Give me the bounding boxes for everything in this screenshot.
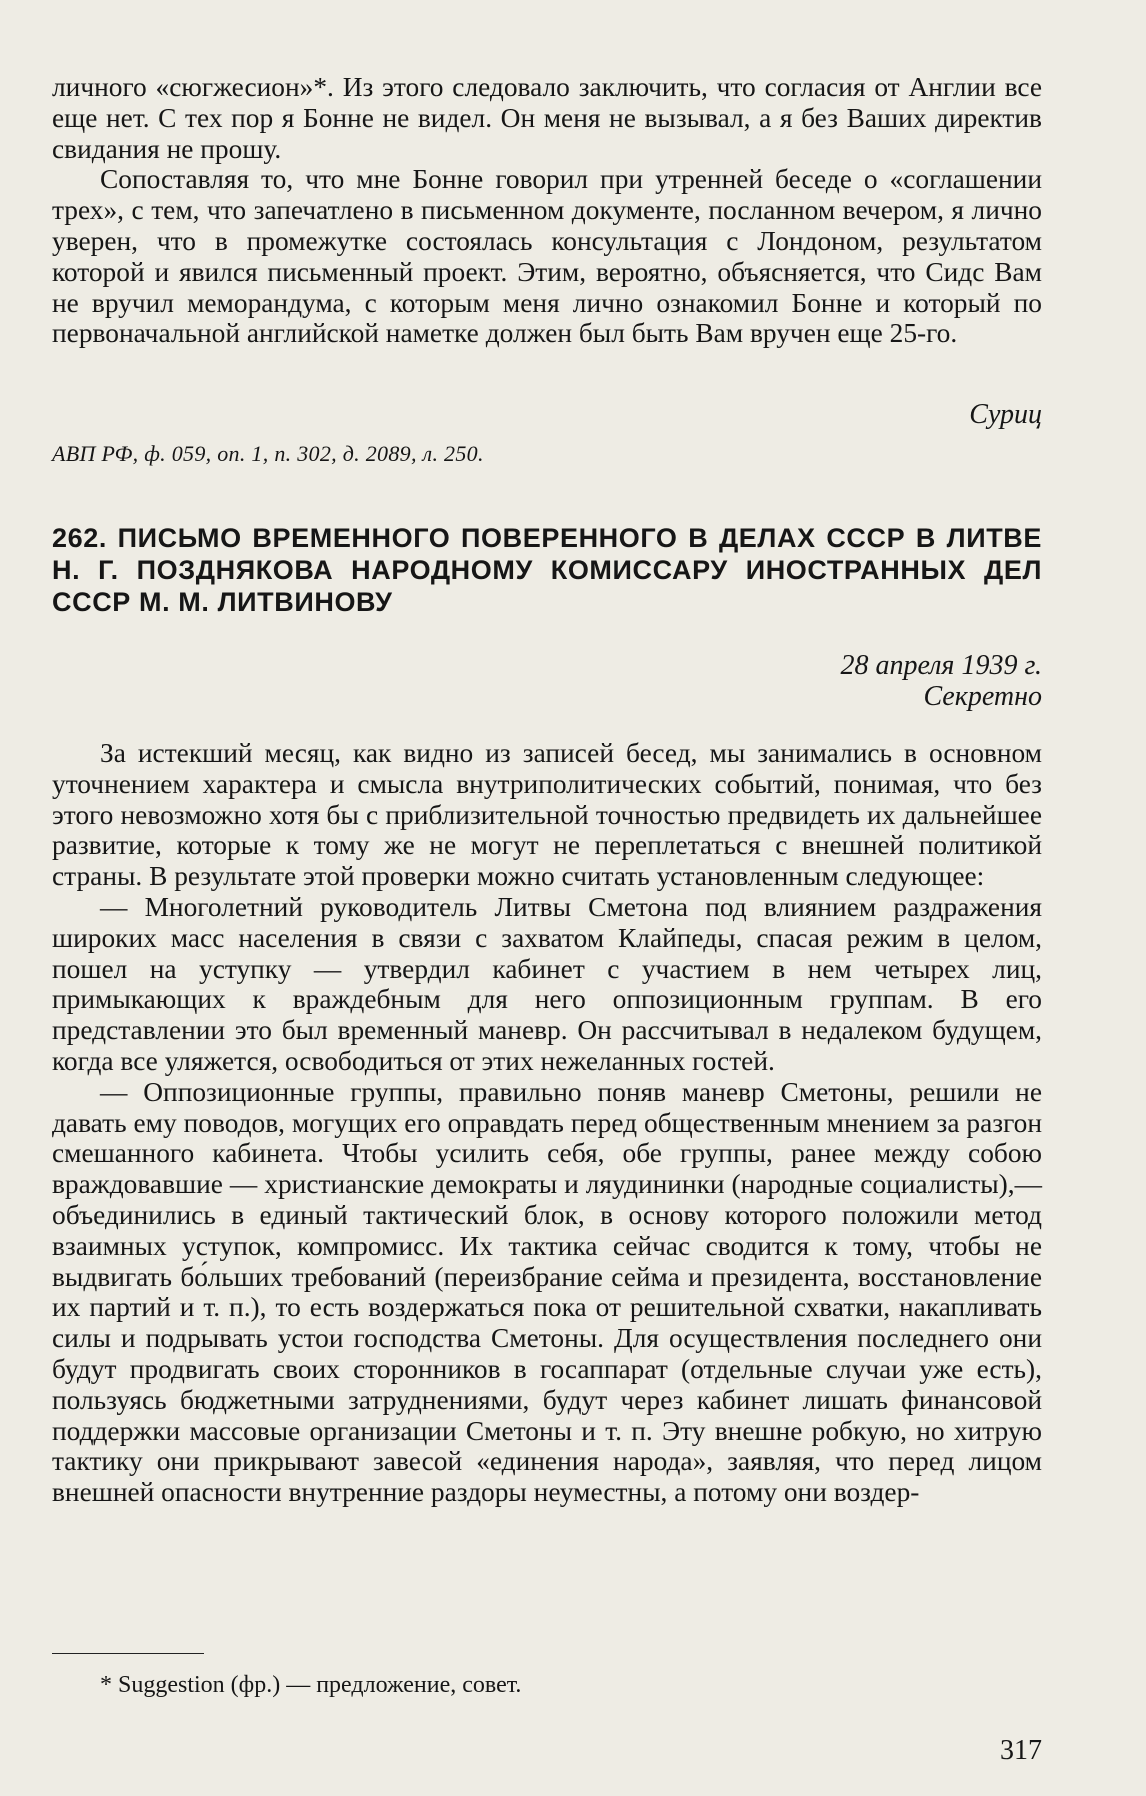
body-paragraph-2: — Многолетний руководитель Литвы Сметона под влиянием раздражения широких масс населения в связи с захватом Клайпеды, спасая режим в целом, пошел на уступку — утвердил кабинет с участием в нем четырех лиц, примыкающих к враждебным для него оппозиционным группам. В его представлении это был временный маневр. Он рассчитывал в недалеком будущем, когда все уляжется, освободиться от этих нежеланных гостей.	[52, 891, 1042, 1076]
body-paragraph-3: — Оппозиционные группы, правильно поняв маневр Сметоны, решили не давать ему поводов, могущих его оправдать перед общественным мнением за разгон смешанного кабинета. Чтобы усилить себя, обе группы, ранее между собою враждовавшие — христианские демократы и ляудининки (народные социалисты),— объединились в единый тактический блок, в основу которого положили метод взаимных уступок, компромисс. Их тактика сейчас сводится к тому, чтобы не выдвигать бо́льших требований (переизбрание сейма и президента, восстановление их партий и т. п.), то есть воздержаться пока от решительной схватки, накапливать силы и подрывать устои господства Сметоны. Для осуществления последнего они будут продвигать своих сторонников в госаппарат (отдельные случаи уже есть), пользуясь бюджетными затруднениями, будут через кабинет лишать финансовой поддержки массовые организации Сметоны и т. п. Эту внешне робкую, но хитрую тактику они прикрывают завесой «единения народа», заявляя, что перед лицом внешней опасности внутренние раздоры неуместны, а потому они воздер-	[52, 1076, 1042, 1508]
document-title: 262. ПИСЬМО ВРЕМЕННОГО ПОВЕРЕННОГО В ДЕЛАХ СССР В ЛИТВЕ Н. Г. ПОЗДНЯКОВА НАРОДНОМУ КОМИССАРУ ИНОСТРАННЫХ ДЕЛ СССР М. М. ЛИТВИНОВУ	[52, 523, 1042, 617]
page-number: 317	[1000, 1735, 1042, 1766]
continuation-paragraph-2: Сопоставляя то, что мне Бонне говорил при утренней беседе о «соглашении трех», с тем, что запечатлено в письменном документе, посланном вечером, я лично уверен, что в промежутке состоялась консультация с Лондоном, результатом которой и явился письменный проект. Этим, вероятно, объясняется, что Сидс Вам не вручил меморандума, с которым меня лично ознакомил Бонне и который по первоначальной английской наметке должен был быть Вам вручен еще 25-го.	[52, 164, 1042, 349]
footnote-divider	[52, 1653, 204, 1654]
continuation-paragraph-1: личного «сюгжесион»*. Из этого следовало заключить, что согласия от Англии все еще нет. С тех пор я Бонне не видел. Он меня не вызывал, а я без Ваших директив свидания не прошу.	[52, 72, 1042, 164]
signature: Суриц	[969, 399, 1042, 430]
archive-reference: АВП РФ, ф. 059, оп. 1, п. 302, д. 2089, л. 250.	[52, 441, 484, 466]
document-body	[52, 738, 1042, 1508]
continuation-text	[52, 72, 1042, 349]
document-date: 28 апреля 1939 г.	[840, 650, 1042, 681]
body-paragraph-1: За истекший месяц, как видно из записей бесед, мы занимались в основном уточнением характера и смысла внутриполитических событий, понимая, что без этого невозможно хотя бы с приблизительной точностью предвидеть их дальнейшее развитие, которые к тому же не могут не переплетаться с внешней политикой страны. В результате этой проверки можно считать установленным следующее:	[52, 738, 1042, 892]
footnote: * Suggestion (фр.) — предложение, совет.	[100, 1672, 522, 1698]
document-classification: Секретно	[923, 681, 1042, 712]
